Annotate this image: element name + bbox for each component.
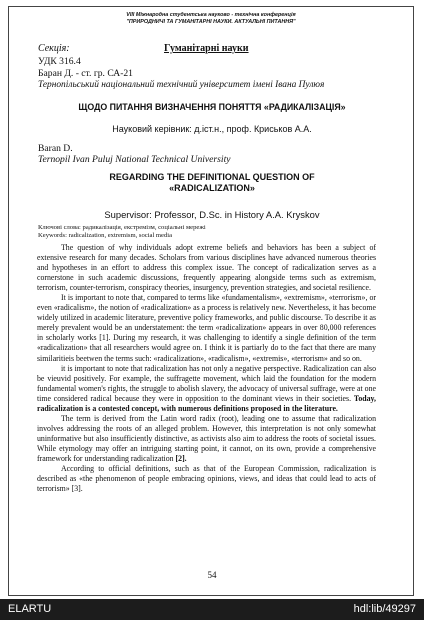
keywords-ua: Ключові слова: радикалізація, екстремізм, соціальні мережі (38, 224, 206, 231)
affiliation-en: Ternopil Ivan Puluj National Technical University (38, 154, 231, 165)
body-paragraph-4 (37, 414, 376, 464)
title-ua: ЩОДО ПИТАННЯ ВИЗНАЧЕННЯ ПОНЯТТЯ «РАДИКАЛІЗАЦІЯ» (78, 102, 346, 112)
repository-name: ELARTU (8, 603, 52, 615)
section-label: Секція: (38, 43, 70, 54)
section-row (38, 43, 378, 54)
title-en-line-2: «RADICALIZATION» (169, 183, 255, 193)
handle-link[interactable]: hdl:lib/49297 (353, 603, 416, 615)
body-paragraph-5: According to official definitions, such as that of the European Commission, radicalization is described as «the phenomenon of people embracing opinions, views, and ideas that could lead to acts of terrorism» [3]. (37, 464, 376, 494)
body-paragraph-3-text: it is important to note that radicalization has not only a negative perspective. Radicalization can also be vieuvid positively. For example, the suffragette movement, which laid the foundation for the modern fundamental women's rights, the struggle to abolish slavery, the advocacy of universal suffrage, were at one time considered radical because they were in opposition to the dominant views in their societies. (37, 363, 376, 403)
title-en-line-1: REGARDING THE DEFINITIONAL QUESTION OF (109, 172, 315, 182)
supervisor-ua: Науковий керівник: д.іст.н., проф. Криськов А.А. (112, 124, 312, 134)
title-en (60, 172, 364, 194)
body-paragraph-4-text: The term is derived from the Latin word radix (root), leading one to assume that radicalization involves addressing the roots of an alleged problem. However, this interpretation is not only somewhat uninformative but also insufficiently distinctive, as activists also aim to address the roots of societal issues. While etymology may offer an intriguing starting point, it cannot, on its own, provide a comprehensive framework for understanding radicalization (37, 413, 376, 463)
page-number: 54 (207, 570, 217, 580)
supervisor-en: Supervisor: Professor, D.Sc. in History A.A. Kryskov (104, 209, 320, 220)
keywords-en: Keywords: radicalization, extremism, social media (38, 232, 173, 239)
header-line-1: VIII Міжнародна студентська науково - технічна конференція (126, 12, 296, 18)
conference-header (9, 12, 413, 25)
repository-bar (0, 599, 424, 620)
body-paragraph-1: The question of why individuals adopt extreme beliefs and behaviors has been a subject of extensive research for many decades. Scholars from various disciplines have advanced numerous theories and hypotheses in an effort to address this complex issue. The concept of radicalization serves as a cornerstone in such academic discussions, frequently appearing alongside terms such as extremism, terrorism, counter-terrorism, conspiracy theories, insurgency, prevention strategies, and societal resilience. (37, 243, 376, 293)
body-paragraph-4-bold: [2]. (175, 453, 187, 463)
affiliation-ua: Тернопільський національний технічний університет імені Івана Пулюя (38, 80, 325, 90)
body-text (37, 243, 376, 494)
author-ua: Баран Д. - ст. гр. СА-21 (38, 68, 133, 79)
body-paragraph-2: It is important to note that, compared to terms like «fundamentalism», «extremism», «terrorism», or even «radicalism», the notion of «radicalization» as a process is relatively new. Nevertheless, it has become widely utilized in academic literature, preventive policy frameworks, and public discourse. To describe it as merely prevalent would be an understatement: the term «radicalization» appears in over 80,000 references in scholarly works [1]. During my research, it was challenging to identify a single definition of the term «radicalization» that all researchers would agree on. I think it is partiarly do to the fact that there are many similaritieis beetwen the terms such: «radicalization», «radicalism», «extremis», «terrorism» and so on. (37, 293, 376, 363)
body-paragraph-3 (37, 364, 376, 414)
author-en: Baran D. (38, 143, 73, 154)
body-paragraph-3-bold: Today, radicalization is a contested concept, with numerous definitions proposed in the literature. (37, 393, 376, 413)
header-line-2: "ПРИРОДНИЧІ ТА ГУМАНІТАРНІ НАУКИ. АКТУАЛЬНІ ПИТАННЯ" (126, 18, 296, 25)
udc-code: УДК 316.4 (38, 56, 81, 67)
section-value: Гуманітарні науки (164, 43, 249, 54)
